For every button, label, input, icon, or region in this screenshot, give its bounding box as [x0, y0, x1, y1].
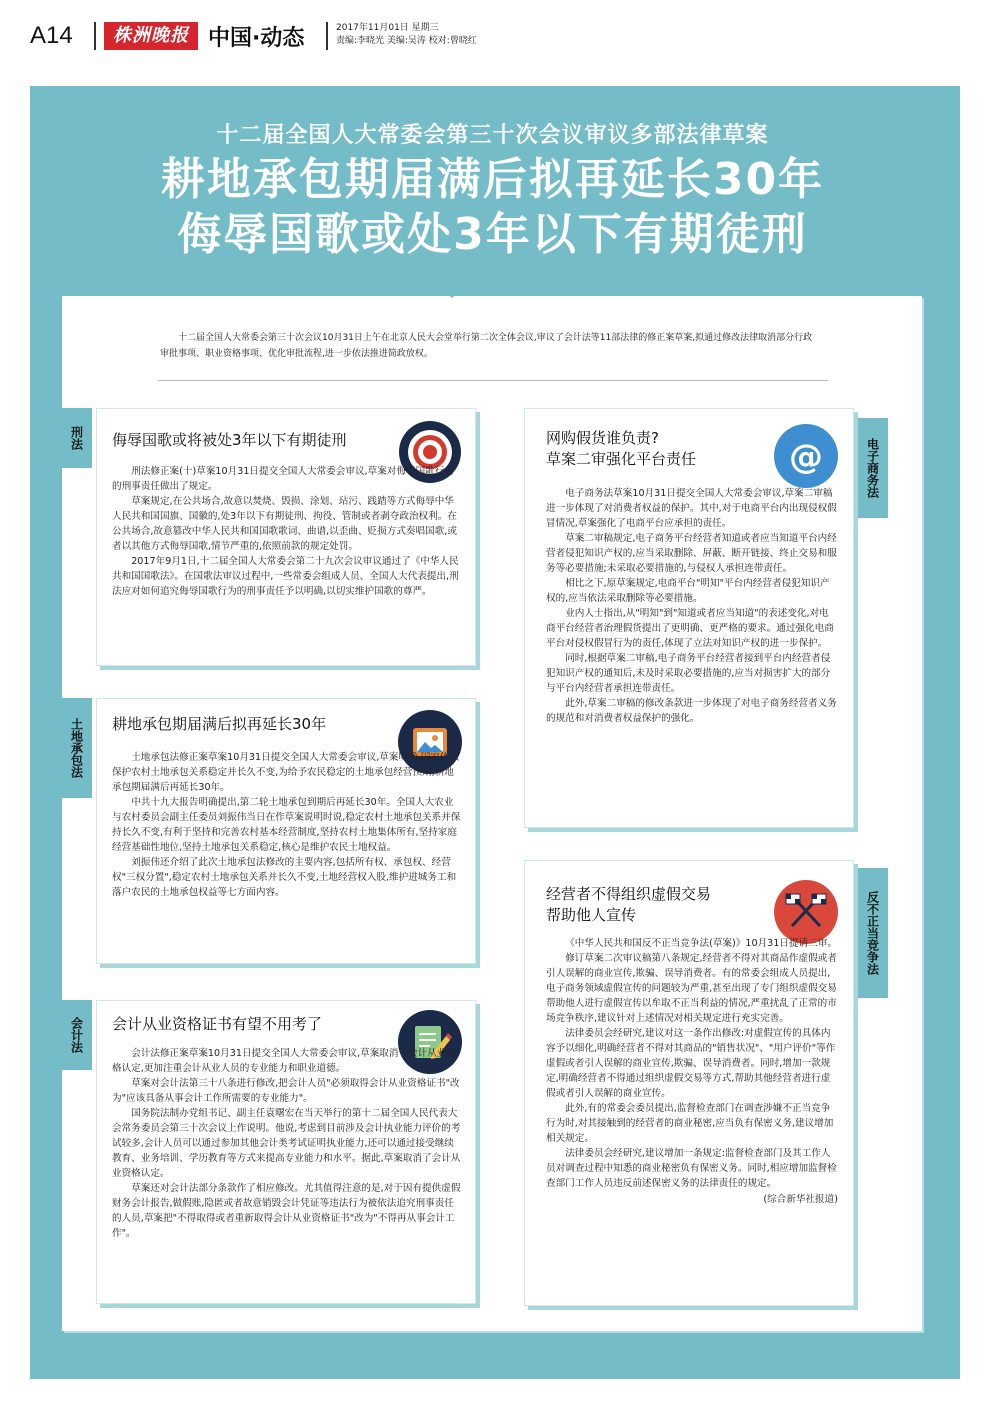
page-header: [0, 0, 985, 62]
paragraph: 会计法修正案草案10月31日提交全国人大常委会审议,草案取消了会计从业资格认定,更加注重会计从业人员的专业能力和职业道德。: [112, 1048, 457, 1074]
header-editors: 责编:李晓光 美编:吴涛 校对:曾晓红: [336, 36, 477, 46]
header-meta: [336, 22, 477, 48]
article-title-line-2: 帮助他人宣传: [546, 906, 637, 924]
paragraph: 国务院法制办党组书记、副主任袁曙宏在当天举行的第十二届全国人民代表大会常务委员会第三十次会议上作说明。他说,考虑到目前涉及会计执业能力评价的考试较多,会计人员可以通过参加其他会计类考试证明执业能力,还可以通过接受继续教育、业务培训、学历教育等方式来提高专业能力和水平。据此,草案取消了会计从业资格认定。: [112, 1108, 461, 1179]
header-divider: [326, 22, 328, 50]
tab-accounting-law: 会计法: [62, 1000, 92, 1070]
article-title: 侮辱国歌或将被处3年以下有期徒刑: [112, 431, 347, 449]
newspaper-logo: 株洲晚报: [104, 22, 198, 50]
paragraph: 土地承包法修正案草案10月31日提交全国人大常委会审议,草案明确,国家依法保护农村土地承包关系稳定并长久不变,为给予农民稳定的土地承包经营预期,耕地承包期届满后再延长30年。: [112, 752, 460, 793]
article-body: [112, 1046, 462, 1241]
article-title: [546, 428, 766, 470]
paragraph: 此外,有的常委会委员提出,监督检查部门在调查涉嫌不正当竞争行为时,对其接触到的经营者的商业秘密,应当负有保密义务,建议增加相关规定。: [546, 1103, 834, 1144]
lead-divider: [158, 380, 828, 381]
main-headline-line-2: 侮辱国歌或处3年以下有期徒刑: [177, 209, 808, 260]
paragraph: 《中华人民共和国反不正当竞争法(草案)》10月31日提请三审。: [565, 938, 837, 949]
article-body: [546, 936, 838, 1207]
paragraph: 刘振伟还介绍了此次土地承包法修改的主要内容,包括所有权、承包权、经营权"三权分置",稳定农村土地承包关系并长久不变,土地经营权入股,维护进城务工和落户农民的土地承包权益等七方面内容。: [112, 857, 457, 898]
paragraph: 法律委员会经研究,建议对这一条作出修改:对虚假宣传的具体内容予以细化,明确经营者不得对其商品的"销售状况"、"用户评价"等作虚假或者引人误解的商业宣传,欺骗、误导消费者。同时,增加一款规定,明确经营者不得通过组织虚假交易等方式,帮助其他经营者进行虚假或者引人误解的商业宣传。: [546, 1028, 836, 1099]
svg-text:@: @: [789, 437, 823, 477]
page-number: A14: [30, 22, 73, 49]
header-date: 2017年11月01日 星期三: [336, 23, 439, 33]
section-name: 中国·动态: [208, 26, 305, 51]
article-title: [546, 884, 766, 926]
article-body: [112, 750, 462, 900]
paragraph: 电子商务法草案10月31日提交全国人大常委会审议,草案二审稿进一步体现了对消费者权益的保护。其中,对于电商平台内出现侵权假冒情况,草案强化了电商平台应承担的责任。: [546, 488, 837, 529]
paragraph: 草案对会计法第三十八条进行修改,把会计人员"必须取得会计从业资格证书"改为"应该具备从事会计工作所需要的专业能力"。: [112, 1078, 460, 1104]
tab-criminal-law: 刑法: [62, 408, 92, 468]
paragraph: 草案规定,在公共场合,故意以焚烧、毁损、涂划、玷污、践踏等方式侮辱中华人民共和国国旗、国徽的,处3年以下有期徒刑、拘役、管制或者剥夺政治权利。在公共场合,故意篡改中华人民共和国国歌歌词、曲谱,以歪曲、贬损方式奏唱国歌,或者以其他方式侮辱国歌,情节严重的,依照前款的规定处罚。: [112, 496, 457, 552]
paragraph: 2017年9月1日,十二届全国人大常委会第二十九次会议审议通过了《中华人民共和国国歌法》。在国歌法审议过程中,一些常委会组成人员、全国人大代表提出,刑法应对如何追究侮辱国歌行为的刑事责任予以明确,以切实维护国歌的尊严。: [112, 556, 459, 597]
paragraph: 相比之下,原草案规定,电商平台"明知"平台内经营者侵犯知识产权的,应当依法采取删除等必要措施。: [546, 578, 830, 604]
tab-land-contract-law: 土地承包法: [62, 698, 92, 798]
article-body: [546, 486, 838, 726]
paragraph: 同时,根据草案二审稿,电子商务平台经营者接到平台内经营者侵犯知识产权的通知后,未及时采取必要措施的,应当对损害扩大的部分与平台内经营者承担连带责任。: [546, 653, 831, 694]
paragraph: 中共十九大报告明确提出,第二轮土地承包到期后再延长30年。全国人大农业与农村委员会副主任委员刘振伟当日在作草案说明时说,稳定农村土地承包关系并保持长久不变,有利于坚持和完善农村基本经营制度,坚持农村土地集体所有,坚持家庭经营基础性地位,坚持土地承包关系稳定,核心是维护农民土地权益。: [112, 797, 461, 853]
article-title-line-1: 经营者不得组织虚假交易: [546, 885, 712, 903]
paragraph: 此外,草案二审稿的修改条款进一步体现了对电子商务经营者义务的规范和对消费者权益保护的强化。: [546, 698, 837, 724]
main-headline-line-1: 耕地承包期届满后拟再延长30年: [160, 154, 825, 205]
paragraph: 草案二审稿规定,电子商务平台经营者知道或者应当知道平台内经营者侵犯知识产权的,应当采取删除、屏蔽、断开链接、终止交易和服务等必要措施;未采取必要措施的,与侵权人承担连带责任。: [546, 533, 837, 574]
paragraph: 业内人士指出,从"明知"到"知道或者应当知道"的表述变化,对电商平台经营者治理假货提出了更明确、更严格的要求。通过强化电商平台对侵权假冒行为的责任,体现了立法对知识产权的进一步保护。: [546, 608, 834, 649]
crossed-flags-icon: [774, 880, 838, 944]
paragraph: 法律委员会经研究,建议增加一条规定:监督检查部门及其工作人员对调查过程中知悉的商业秘密负有保密义务。同时,相应增加监督检查部门工作人员违反前述保密义务的法律责任的规定。: [546, 1148, 837, 1189]
banner-notch: [412, 262, 492, 298]
paragraph: 修订草案二次审议稿第八条规定,经营者不得对其商品作虚假或者引人误解的商业宣传,欺骗、误导消费者。有的常委会组成人员提出,电子商务领域虚假宣传的问题较为严重,甚至出现了专门组织虚假交易帮助他人进行虚假宣传以牟取不正当利益的情况,严重扰乱了正常的市场竞争秩序,建议针对上述情况对相关规定进行充实完善。: [546, 953, 837, 1024]
paragraph: 草案还对会计法部分条款作了相应修改。尤其值得注意的是,对于因有提供虚假财务会计报告,做假账,隐匿或者故意销毁会计凭证等违法行为被依法追究刑事责任的人员,草案把"不得取得或者重新取得会计从业资格证书"改为"不得再从事会计工作"。: [112, 1183, 461, 1239]
header-divider: [94, 22, 96, 50]
article-title: 耕地承包期届满后拟再延长30年: [112, 715, 327, 733]
article-title: 会计从业资格证书有望不用考了: [112, 1015, 323, 1033]
kicker-headline: 十二届全国人大常委会第三十次会议审议多部法律草案: [216, 123, 769, 148]
article-body: [112, 464, 462, 599]
paragraph: 刑法修正案(十)草案10月31日提交全国人大常委会审议,草案对侮辱国歌行为的刑事责任做出了规定。: [112, 466, 454, 492]
lead-paragraph: 十二届全国人大常委会第三十次会议10月31日上午在北京人民大会堂举行第二次全体会议,审议了会计法等11部法律的修正案草案,拟通过修改法律取消部分行政审批事项、职业资格事项、优化审批流程,进一步依法推进简政放权。: [160, 333, 813, 359]
tab-anti-unfair-competition-law: 反不正当竞争法: [858, 868, 888, 998]
source-credit: (综合新华社报道): [763, 1194, 838, 1205]
at-sign-icon: [774, 424, 838, 488]
article-title-line-1: 网购假货谁负责?: [546, 429, 659, 447]
article-title-line-2: 草案二审强化平台责任: [546, 450, 697, 468]
tab-ecommerce-law: 电子商务法: [858, 418, 888, 518]
